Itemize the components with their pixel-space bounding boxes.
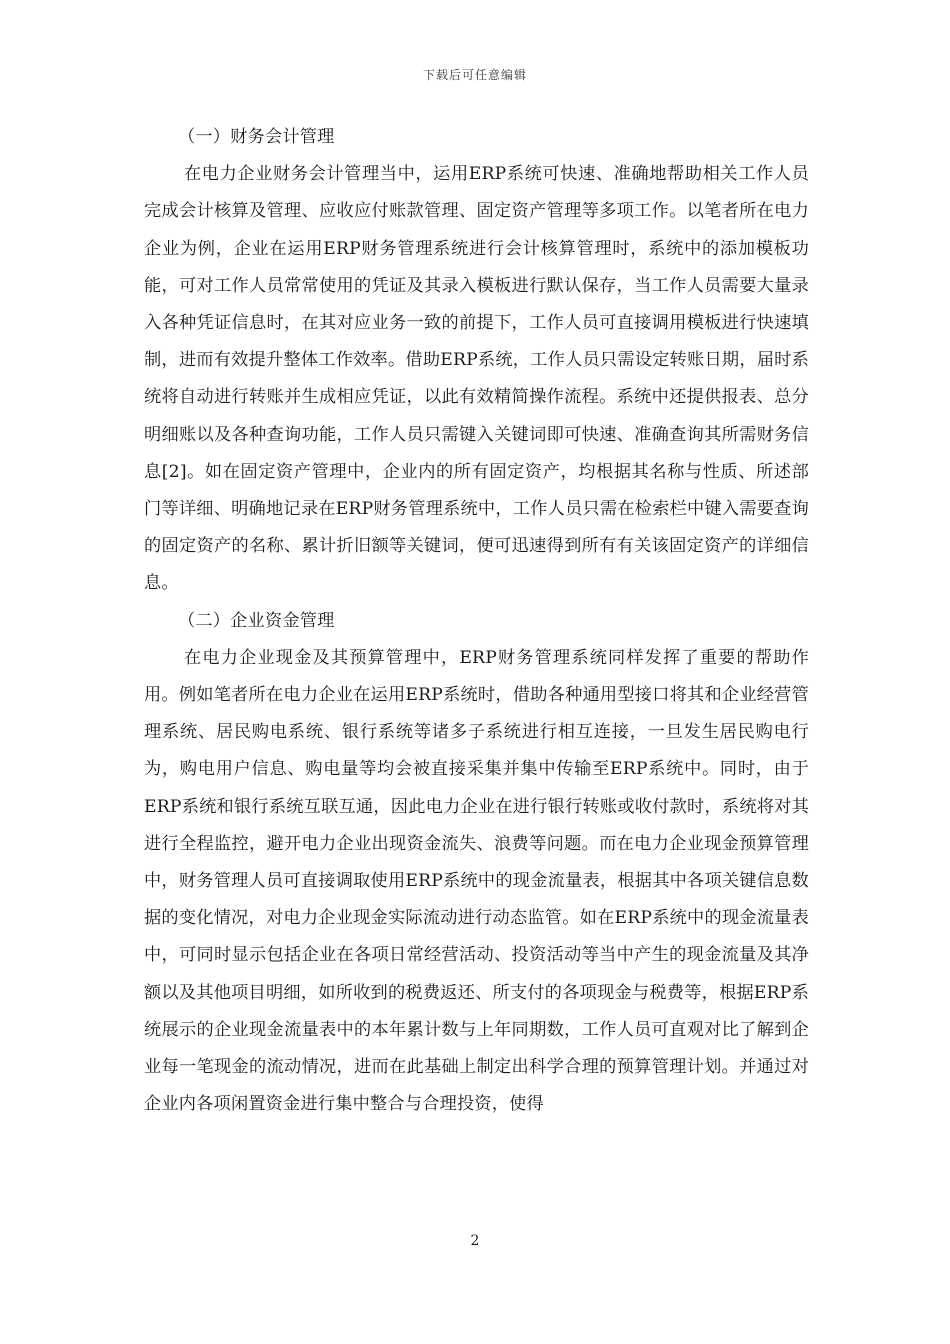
section-heading-fund-management: （二）企业资金管理 bbox=[178, 610, 335, 631]
section-paragraph-financial-accounting: 在电力企业财务会计管理当中，运用ERP系统可快速、准确地帮助相关工作人员完成会计核算及管理、应收应付账款管理、固定资产管理等多项工作。以笔者所在电力企业为例，企业在运用ERP财务管理系统进行会计核算管理时，系统中的添加模板功能，可对工作人员常常使用的凭证及其录入模板进行默认保存，当工作人员需要大量录入各种凭证信息时，在其对应业务一致的前提下，工作人员可直接调用模板进行快速填制，进而有效提升整体工作效率。借助ERP系统，工作人员只需设定转账日期，届时系统将自动进行转账并生成相应凭证，以此有效精简操作流程。系统中还提供报表、总分明细账以及各种查询功能，工作人员只需键入关键词即可快速、准确查询其所需财务信息[2]。如在固定资产管理中，企业内的所有固定资产，均根据其名称与性质、所述部门等详细、明确地记录在ERP财务管理系统中，工作人员只需在检索栏中键入需要查询的固定资产的名称、累计折旧额等关键词，便可迅速得到所有有关该固定资产的详细信息。 bbox=[144, 164, 809, 594]
section-heading-financial-accounting: （一）财务会计管理 bbox=[178, 127, 335, 147]
page-number: 2 bbox=[470, 1233, 480, 1249]
document-body bbox=[144, 119, 809, 1123]
page-header: 下载后可任意编辑 bbox=[422, 68, 527, 82]
section-paragraph-fund-management: 在电力企业现金及其预算管理中，ERP财务管理系统同样发挥了重要的帮助作用。例如笔者所在电力企业在运用ERP系统时，借助各种通用型接口将其和企业经营管理系统、居民购电系统、银行系统等诸多子系统进行相互连接，一旦发生居民购电行为，购电用户信息、购电量等均会被直接采集并集中传输至ERP系统中。同时，由于ERP系统和银行系统互联互通，因此电力企业在进行银行转账或收付款时，系统将对其进行全程监控，避开电力企业出现资金流失、浪费等问题。而在电力企业现金预算管理中，财务管理人员可直接调取使用ERP系统中的现金流量表，根据其中各项关键信息数据的变化情况，对电力企业现金实际流动进行动态监管。如在ERP系统中的现金流量表中，可同时显示包括企业在各项日常经营活动、投资活动等当中产生的现金流量及其净额以及其他项目明细，如所收到的税费返还、所支付的各项现金与税费等，根据ERP系统展示的企业现金流量表中的本年累计数与上年同期数，工作人员可直观对比了解到企业每一笔现金的流动情况，进而在此基础上制定出科学合理的预算管理计划。并通过对企业内各项闲置资金进行集中整合与合理投资，使得 bbox=[144, 647, 809, 1115]
